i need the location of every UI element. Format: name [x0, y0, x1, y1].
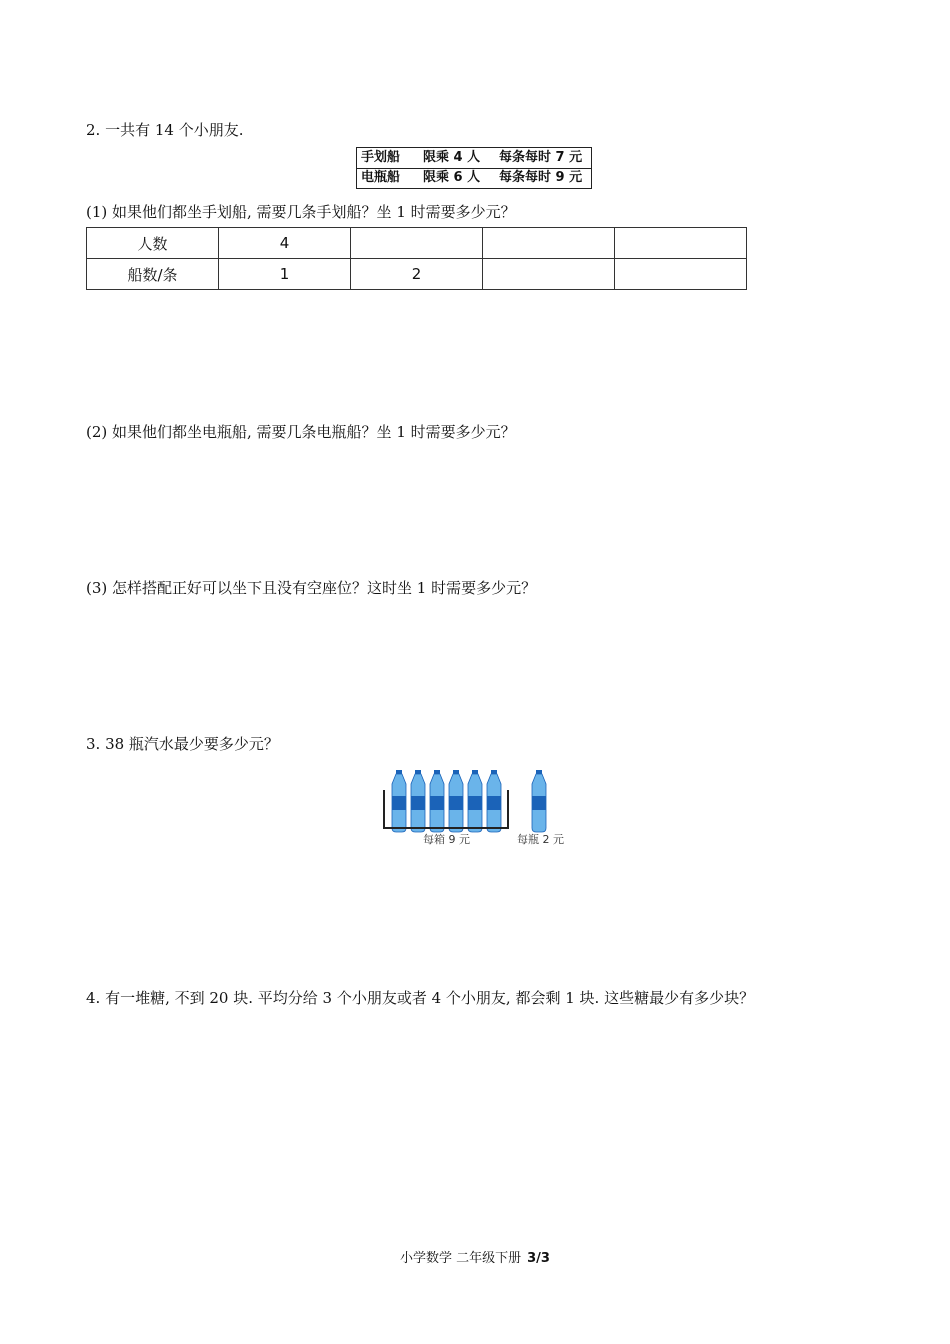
boat-price: 每条每时 7 元 — [499, 150, 583, 165]
table-cell: 4 — [219, 228, 351, 259]
table-cell[interactable] — [351, 228, 483, 259]
q2-sub2: (2) 如果他们都坐电瓶船, 需要几条电瓶船？坐 1 时需要多少元？ — [86, 423, 516, 441]
page-number: 3/3 — [527, 1251, 550, 1266]
boat-price: 每条每时 9 元 — [499, 170, 583, 185]
answer-table — [86, 227, 747, 290]
table-cell[interactable] — [483, 259, 615, 290]
table-cell: 1 — [219, 259, 351, 290]
boat-info-box — [356, 147, 592, 189]
boat-row-electric — [357, 168, 591, 188]
bottle-price-caption: 每瓶 2 元 — [517, 833, 564, 846]
boat-name: 手划船 — [361, 150, 401, 165]
bottle-case — [384, 770, 508, 832]
table-cell: 船数/条 — [87, 259, 219, 290]
q2-sub3: (3) 怎样搭配正好可以坐下且没有空座位？这时坐 1 时需要多少元？ — [86, 579, 537, 597]
q2-title: 2. 一共有 14 个小朋友. — [86, 121, 244, 139]
table-row — [87, 259, 747, 290]
table-cell[interactable] — [615, 259, 747, 290]
boat-name: 电瓶船 — [361, 170, 401, 185]
table-cell[interactable] — [615, 228, 747, 259]
q2-sub1: (1) 如果他们都坐手划船, 需要几条手划船？坐 1 时需要多少元？ — [86, 203, 516, 221]
table-row — [87, 228, 747, 259]
table-cell[interactable] — [483, 228, 615, 259]
bottle-icon — [411, 770, 425, 832]
single-bottle-icon — [532, 770, 546, 832]
boat-limit: 限乘 6 人 — [423, 170, 481, 185]
case-price-caption: 每箱 9 元 — [423, 833, 470, 846]
bottle-icon — [468, 770, 482, 832]
page-footer — [0, 1247, 950, 1266]
q3-title: 3. 38 瓶汽水最少要多少元？ — [86, 735, 279, 753]
bottle-icon — [487, 770, 501, 832]
footer-subject: 小学数学 二年级下册 — [400, 1251, 522, 1266]
q4-title: 4. 有一堆糖, 不到 20 块. 平均分给 3 个小朋友或者 4 个小朋友, 都会剩 1 块. 这些糖最少有多少块？ — [86, 989, 755, 1007]
table-cell: 人数 — [87, 228, 219, 259]
boat-row-rowboat — [357, 148, 591, 169]
table-cell: 2 — [351, 259, 483, 290]
boat-limit: 限乘 4 人 — [423, 150, 481, 165]
bottle-icon — [430, 770, 444, 832]
bottle-icon — [449, 770, 463, 832]
soda-illustration — [380, 766, 580, 836]
bottle-icon — [392, 770, 406, 832]
